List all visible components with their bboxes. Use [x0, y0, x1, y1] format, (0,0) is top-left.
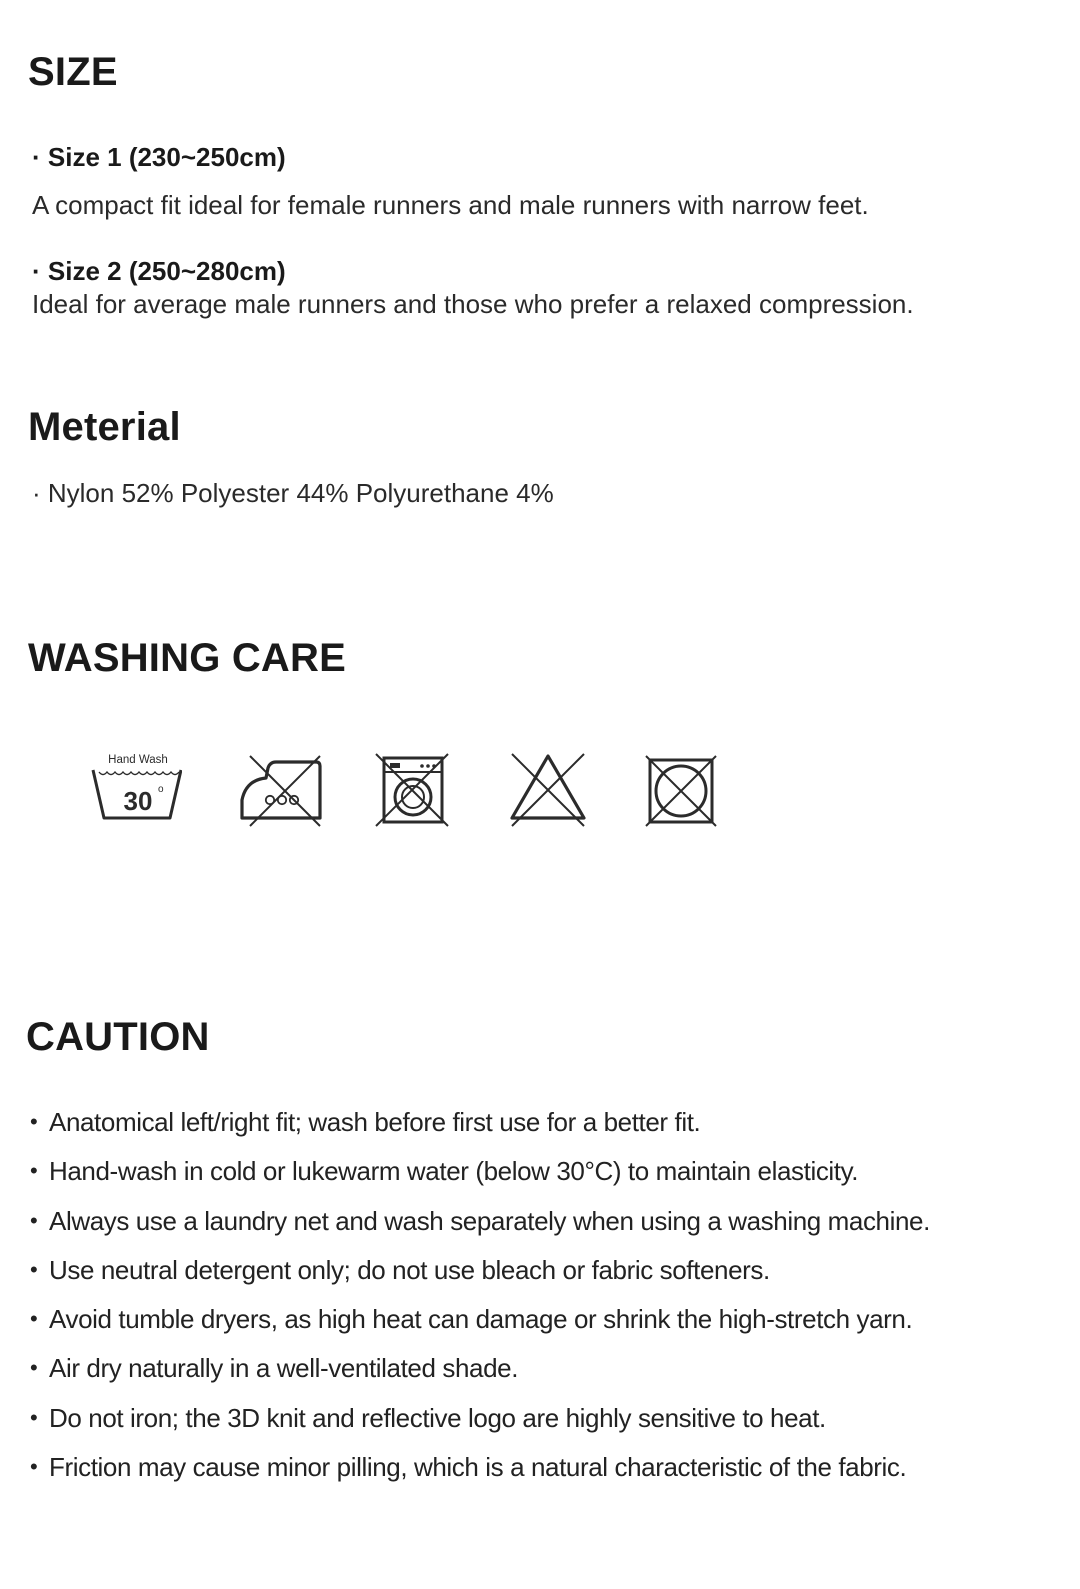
material-heading: Meterial	[28, 405, 181, 449]
do-not-iron-icon	[236, 748, 328, 832]
caution-item	[30, 1302, 930, 1351]
caution-heading: CAUTION	[26, 1015, 210, 1059]
caution-text: Do not iron; the 3D knit and reflective logo are highly sensitive to heat.	[49, 1402, 826, 1433]
size-1-title: · Size 1 (230~250cm)	[32, 142, 286, 172]
caution-text: Anatomical left/right fit; wash before first use for a better fit.	[49, 1107, 701, 1137]
bullet: •	[30, 1256, 38, 1282]
bullet: •	[30, 1306, 38, 1332]
caution-text: Use neutral detergent only; do not use bleach or fabric softeners.	[49, 1254, 770, 1285]
caution-item	[30, 1204, 930, 1253]
size-heading: SIZE	[28, 50, 118, 94]
bullet: •	[30, 1109, 38, 1134]
size-2-title: · Size 2 (250~280cm)	[32, 256, 286, 286]
bullet: •	[30, 1404, 38, 1430]
caution-item	[30, 1154, 930, 1203]
caution-text: Avoid tumble dryers, as high heat can damage or shrink the high-stretch yarn.	[49, 1304, 913, 1335]
caution-text: Friction may cause minor pilling, which is a natural characteristic of the fabric.	[49, 1452, 907, 1483]
do-not-machine-wash-icon	[366, 748, 458, 832]
size-2-description: Ideal for average male runners and those who prefer a relaxed compression.	[32, 289, 914, 319]
caution-text: Air dry naturally in a well-ventilated shade.	[49, 1353, 519, 1384]
hand-wash-label: Hand Wash	[108, 754, 168, 766]
bullet: •	[30, 1158, 38, 1184]
bullet: •	[30, 1355, 38, 1381]
caution-text: Always use a laundry net and wash separately when using a washing machine.	[49, 1205, 930, 1236]
material-composition: · Nylon 52% Polyester 44% Polyurethane 4%	[32, 478, 554, 508]
caution-item	[30, 1105, 930, 1154]
size-1-description: A compact fit ideal for female runners and male runners with narrow feet.	[32, 190, 869, 220]
bullet: •	[30, 1454, 38, 1480]
caution-item	[30, 1253, 930, 1302]
caution-list	[30, 1105, 930, 1499]
caution-text: Hand-wash in cold or lukewarm water (below 30°C) to maintain elasticity.	[49, 1156, 859, 1187]
washing-care-heading: WASHING CARE	[28, 636, 346, 680]
caution-item	[30, 1351, 930, 1400]
hand-wash-degree: o	[158, 784, 164, 795]
do-not-bleach-icon	[502, 748, 594, 832]
do-not-tumble-dry-icon	[636, 748, 728, 832]
caution-item	[30, 1401, 930, 1450]
bullet: •	[30, 1207, 38, 1233]
hand-wash-temperature: 30	[123, 786, 153, 816]
hand-wash-30-icon	[90, 748, 182, 832]
caution-item	[30, 1450, 930, 1499]
